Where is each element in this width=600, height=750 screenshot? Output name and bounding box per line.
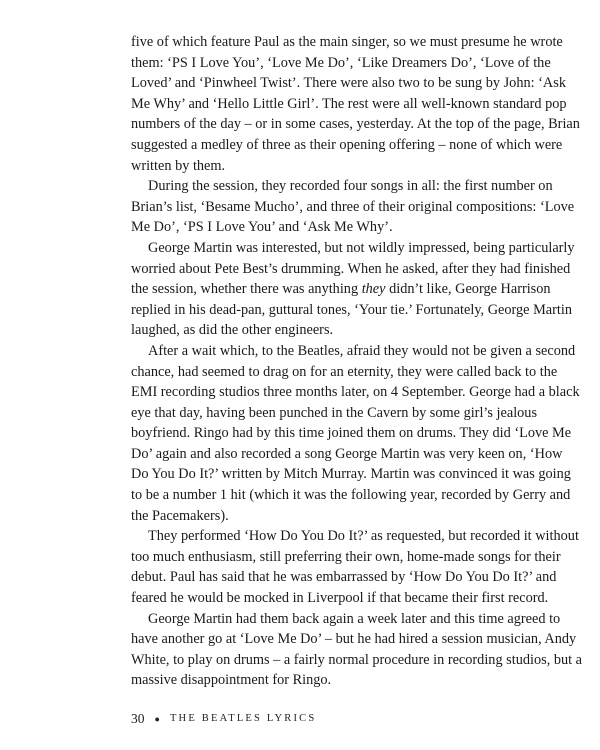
body-text [131, 32, 583, 691]
paragraph-3-text-before: George Martin was interested, but not wildly impressed, being particularly worried about Pete Best’s drumming. When he asked, after they had finished the session, whether there was anything [131, 239, 575, 298]
paragraph-3-text-after: didn’t like, George Harrison replied in his dead-pan, guttural tones, ‘Your tie.’ Fortunately, George Martin laughed, as did the other engineers. [131, 281, 572, 339]
page-footer [131, 711, 316, 727]
paragraph-1: five of which feature Paul as the main singer, so we must presume he wrote them: ‘PS I Love You’, ‘Love Me Do’, ‘Like Dreamers Do’, ‘Love of the Loved’ and ‘Pinwheel Twist’. There were also two to be sung by John: ‘Ask Me Why’ and ‘Hello Little Girl’. The rest were all well-known standard pop numbers of the day – or in some cases, yesterday. At the top of the page, Brian suggested a medley of three as their opening offering – none of which were written by them. [131, 34, 580, 174]
running-title: THE BEATLES LYRICS [169, 713, 317, 724]
bullet-icon: ● [154, 714, 160, 724]
paragraph-2: During the session, they recorded four songs in all: the first number on Brian’s list, ‘Besame Mucho’, and three of their original compositions: ‘Love Me Do’, ‘PS I Love You’ and ‘Ask Me Why’. [131, 178, 575, 236]
paragraph-5: They performed ‘How Do You Do It?’ as requested, but recorded it without too much enthusiasm, still preferring their own, home-made songs for their debut. Paul has said that he was embarrassed by ‘How Do You Do It?’ and feared he would be mocked in Liverpool if that became their first record. [131, 528, 579, 607]
paragraph-6: George Martin had them back again a week later and this time agreed to have another go at ‘Love Me Do’ – but he had hired a session musician, Andy White, to play on drums – a fairly normal procedure in recording studios, but a massive disappointment for Ringo. [131, 610, 583, 689]
paragraph-3 [131, 238, 583, 341]
paragraph-4: After a wait which, to the Beatles, afraid they would not be given a second chance, had seemed to drag on for an eternity, they were called back to the EMI recording studios three months later, on 4 September. George had a black eye that day, having been punched in the Cavern by some girl’s jealous boyfriend. Ringo had by this time joined them on drums. They did ‘Love Me Do’ again and also recorded a song George Martin was very keen on, ‘How Do You Do It?’ written by Mitch Murray. Martin was convinced it was going to be a number 1 hit (which it was the following year, recorded by Gerry and the Pacemakers). [131, 342, 580, 524]
page-number: 30 [131, 711, 145, 726]
emphasized-word: they [361, 281, 386, 298]
